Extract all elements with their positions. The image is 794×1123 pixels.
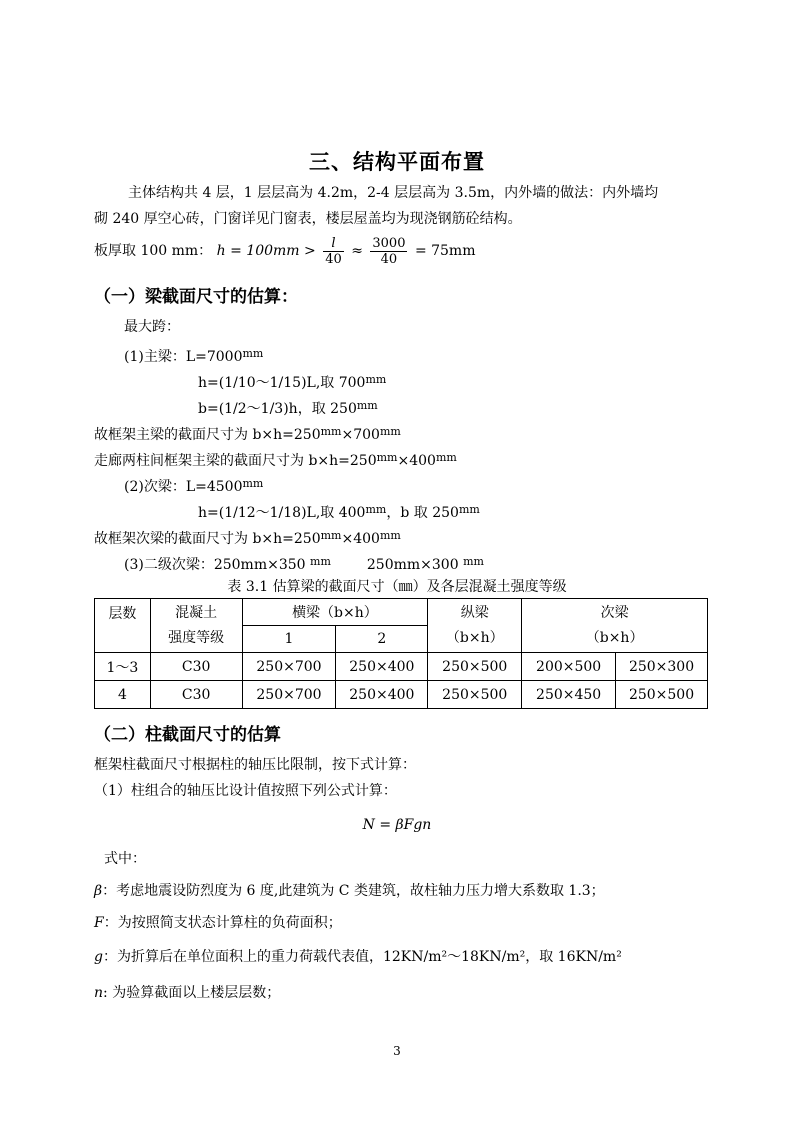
main-beam-span: (1)主梁：$L=7000^{mm}$ xyxy=(124,347,264,365)
header-longitudinal-beam: 纵梁 （b×h） xyxy=(428,599,522,653)
unit-mm: mm xyxy=(365,503,387,516)
g-definition: g：为折算后在单位面积上的重力荷载代表值，12KN/m²～18KN/m²，取 16KN/m² xyxy=(94,949,622,965)
column-intro-line: 框架柱截面尺寸根据柱的轴压比限制，按下式计算： xyxy=(94,757,416,773)
cell-secondary-1: 200×500 xyxy=(522,653,616,681)
beta-definition: β：考虑地震设防烈度为 6 度,此建筑为 C 类建筑，故柱轴力压力增大系数取 1.3； xyxy=(94,883,605,899)
frame-main-beam-size: 故框架主梁的截面尺寸为 $b\times h=250^{mm}\times 700^{mm}$ xyxy=(94,425,401,443)
unit-mm: mm xyxy=(242,347,264,360)
unit-mm: mm xyxy=(458,503,480,516)
frame-secondary-beam-size: 故框架次梁的截面尺寸为 $b\times h=250^{mm}\times 400^{mm}$ xyxy=(94,529,401,547)
table-caption: 表 3.1 估算梁的截面尺寸（㎜）及各层混凝土强度等级 xyxy=(227,579,567,595)
intro-line-2: 砌 240 厚空心砖，门窗详见门窗表，楼层屋盖均为现浇钢筋砼结构。 xyxy=(94,211,522,227)
approx-sign: ≈ xyxy=(351,243,363,259)
cell-secondary-2: 250×300 xyxy=(616,653,708,681)
F-symbol: F xyxy=(94,915,104,931)
slab-result: = 75mm xyxy=(414,243,476,259)
main-beam-width: b=(1/2～1/3)h，取 $250^{mm}$ xyxy=(198,399,378,417)
cell-secondary-1: 250×450 xyxy=(522,681,616,709)
n-definition: n: 为验算截面以上楼层层数； xyxy=(94,985,281,1001)
tertiary-beam-size: (3)二级次梁：250mm×350 $^{mm}$ 250mm×300 $^{mm}$ xyxy=(124,555,484,573)
unit-mm: mm xyxy=(379,425,401,438)
cell-concrete: C30 xyxy=(150,653,242,681)
slab-prefix: 板厚取 100 mm： xyxy=(94,243,213,259)
cell-concrete: C30 xyxy=(150,681,242,709)
section2-title: （二）柱截面尺寸的估算 xyxy=(94,725,281,745)
frac1-denominator: 40 xyxy=(325,251,342,267)
section1-title: （一）梁截面尺寸的估算： xyxy=(94,287,298,307)
n-symbol: n xyxy=(94,985,104,1001)
where-label: 式中： xyxy=(104,851,146,867)
frac1-numerator: l xyxy=(323,236,344,252)
cell-floor: 1～3 xyxy=(95,653,151,681)
frac2-denominator: 40 xyxy=(380,251,398,267)
cell-secondary-2: 250×500 xyxy=(616,681,708,709)
unit-mm: mm xyxy=(463,555,484,568)
header-floor: 层数 xyxy=(95,599,151,653)
cell-floor: 4 xyxy=(95,681,151,709)
frac2-numerator: 3000 xyxy=(372,235,406,251)
unit-mm: mm xyxy=(320,425,342,438)
corridor-beam-size: 走廊两柱间框架主梁的截面尺寸为 $b\times h=250^{mm}\times 400^{mm}$ xyxy=(94,451,457,469)
section-heading: 三、结构平面布置 xyxy=(309,149,485,174)
header-cross-beam-2: 2 xyxy=(336,626,428,653)
header-cross-beam-1: 1 xyxy=(242,626,336,653)
beta-symbol: β xyxy=(94,883,103,899)
main-beam-height: h=(1/10～1/15)L,取 $700^{mm}$ xyxy=(198,373,387,391)
cell-cross-1: 250×700 xyxy=(242,653,336,681)
fraction-l-over-40 xyxy=(323,236,344,267)
header-concrete-grade: 混凝土 强度等级 xyxy=(150,599,242,653)
unit-mm: mm xyxy=(242,477,264,490)
slab-thickness-line xyxy=(94,234,475,268)
slab-expr-lhs: h = 100mm > xyxy=(216,243,316,259)
table-row xyxy=(95,653,708,681)
F-definition: F：为按照简支状态计算柱的负荷面积； xyxy=(94,915,342,931)
secondary-beam-height: h=(1/12～1/18)L,取 $400^{mm}$，b 取 $250^{mm}$ xyxy=(198,503,480,521)
intro-line-1: 主体结构共 4 层，1 层层高为 4.2m，2-4 层层高为 3.5m，内外墙的做法：内外墙均 xyxy=(128,185,659,201)
unit-mm: mm xyxy=(379,529,401,542)
max-span-label: 最大跨： xyxy=(124,319,180,335)
unit-mm: mm xyxy=(365,373,387,386)
fraction-3000-over-40 xyxy=(370,236,407,267)
unit-mm: mm xyxy=(310,555,331,568)
cell-cross-1: 250×700 xyxy=(242,681,336,709)
unit-mm: mm xyxy=(320,529,342,542)
secondary-beam-span: (2)次梁：$L=4500^{mm}$ xyxy=(124,477,264,495)
unit-mm: mm xyxy=(356,399,378,412)
header-cross-beam: 横梁（b×h） xyxy=(242,599,428,626)
table-row xyxy=(95,681,708,709)
unit-mm: mm xyxy=(435,451,457,464)
column-formula-intro: （1）柱组合的轴压比设计值按照下列公式计算： xyxy=(94,783,397,799)
page-number: 3 xyxy=(393,1044,401,1058)
g-symbol: g xyxy=(94,949,103,965)
cell-longitudinal: 250×500 xyxy=(428,681,522,709)
cell-longitudinal: 250×500 xyxy=(428,653,522,681)
unit-mm: mm xyxy=(376,451,398,464)
column-formula: N = βFgn xyxy=(362,817,432,833)
cell-cross-2: 250×400 xyxy=(336,653,428,681)
header-secondary-beam: 次梁 （b×h） xyxy=(522,599,708,653)
beam-size-table xyxy=(94,598,708,709)
cell-cross-2: 250×400 xyxy=(336,681,428,709)
